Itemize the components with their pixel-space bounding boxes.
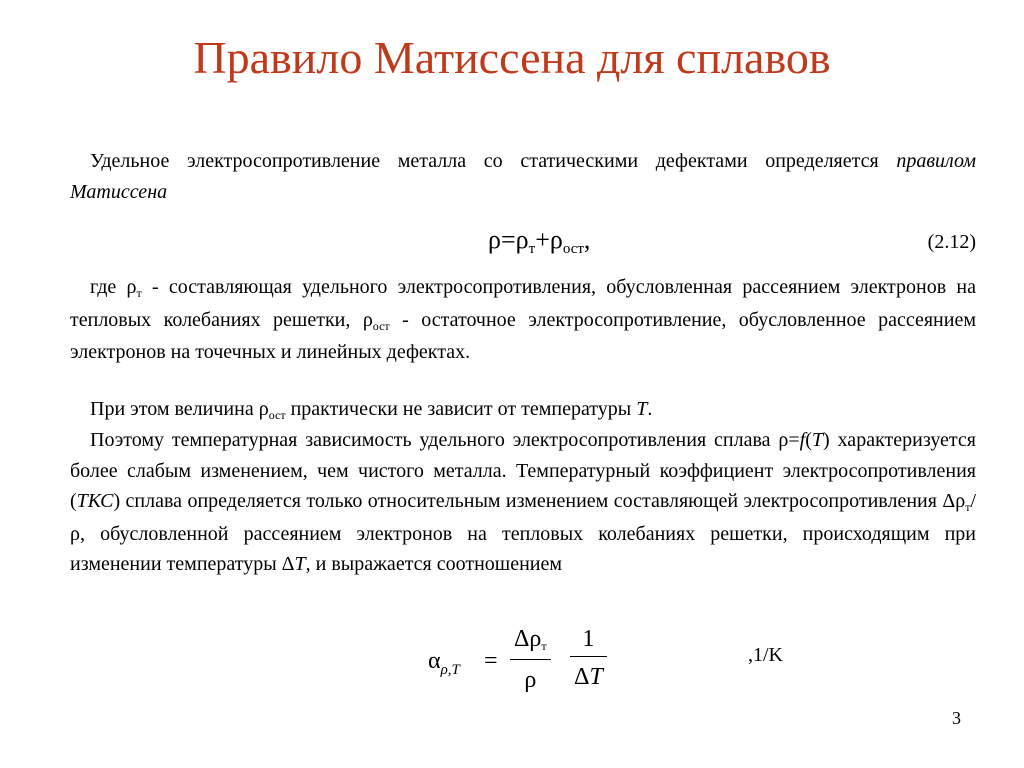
residual-text-a: При этом величина ρ [90,398,269,420]
page-number: 3 [952,708,961,728]
eq-sub-t: т [528,241,536,257]
tks-T2: T [294,553,306,575]
fraction-numerator [510,622,551,659]
tks-text-c: ) сплава определяется только относительным изменением составляющей электросопротивления Δρ [113,490,966,512]
tks-text-e: , и выражается соотношением [305,553,563,575]
num-sub-t: т [541,639,547,653]
def-text-a: где ρ [90,276,137,298]
alpha-subscript: ρ,T [440,662,460,678]
tks-text-d: /ρ, обусловленной рассеянием электронов на тепловых колебаниях решетки, происходящим при изменении температуры Δ [70,490,976,575]
def-text-c: - остаточное электросопротивление, обусловленное рассеянием электронов на точечных и линейных дефектах. [70,308,976,363]
paragraph-residual [70,394,976,427]
eq-sub-ost: ост [562,241,584,257]
alpha-symbol: α [428,648,441,674]
eq-rho-part: ρ=ρ [488,225,529,254]
tks-paren: ( [805,429,812,451]
intro-text: Удельное электросопротивление металла со статическими дефектами определяется [90,150,897,172]
residual-text-b: практически не зависит от температуры [285,398,637,420]
residual-sub-ost: ост [268,408,286,422]
paragraph-definitions [70,272,976,368]
fraction-denominator: ρ [524,667,537,693]
equation-number: (2.12) [927,231,976,253]
eq-comma: , [583,225,591,254]
den-delta: Δ [574,664,590,690]
matthiessen-equation [488,224,590,260]
tcr-unit: ,1/K [748,644,783,666]
fraction-drho-rho [510,622,551,700]
intro-italic-term: правилом Матиссена [70,150,976,203]
tks-text-b: ) характеризуется более слабым изменением, чем чистого металла. Температурный коэффициент электросопротивления ( [70,429,976,512]
paragraph-intro [70,146,976,207]
tks-abbr: ТКС [76,490,114,512]
den-T: T [589,664,603,690]
fraction-denominator-deltat [570,657,607,697]
paragraph-tks [70,425,976,580]
fraction-numerator-one: 1 [582,626,595,652]
tcr-equals: = [484,648,498,674]
tks-sub-t: т [965,500,971,514]
def-text-b: - составляющая удельного электросопротивления, обусловленная рассеянием электронов на тепловых колебаниях решетки, ρ [70,276,976,331]
fraction-one-deltat [570,622,607,697]
slide-title: Правило Матиссена для сплавов [193,32,831,83]
tks-T: T [811,429,824,451]
residual-text-c: . [647,398,653,420]
tcr-lhs [428,648,460,678]
tks-text-a: Поэтому температурная зависимость удельного электросопротивления сплава ρ= [90,429,800,451]
tks-f: f [799,429,806,451]
def-sub-t: т [136,286,142,300]
residual-T: T [636,398,648,420]
num-delta-rho: Δρ [514,626,542,652]
def-sub-ost: ост [372,318,390,333]
eq-plus-rho: +ρ [535,225,563,254]
